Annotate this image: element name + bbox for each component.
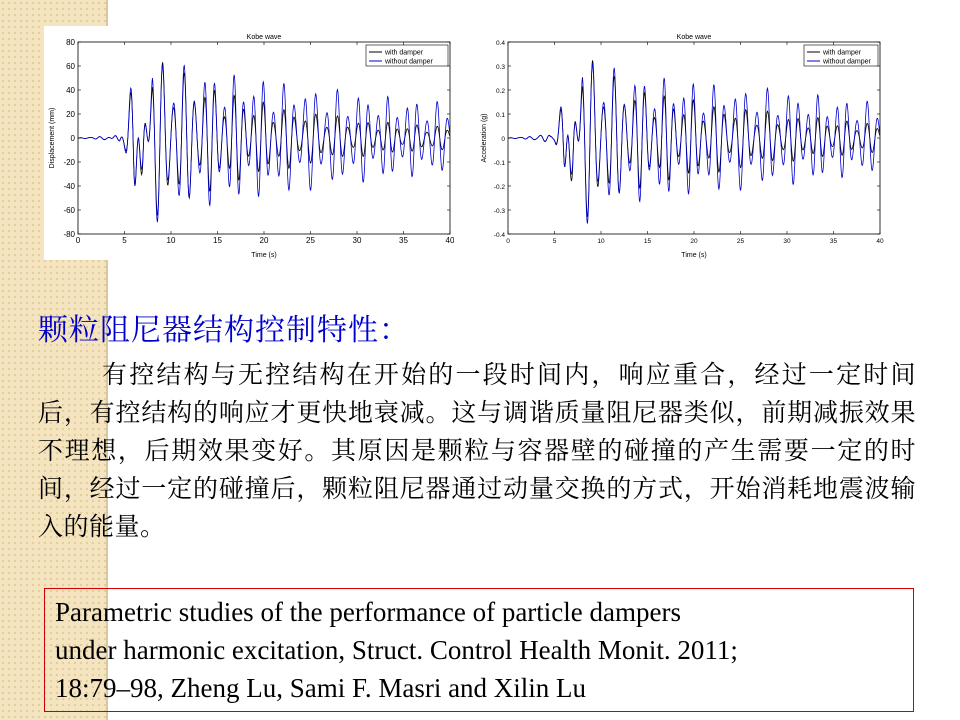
- x-tick-label: 40: [445, 236, 454, 245]
- x-axis-label: Time (s): [681, 252, 707, 259]
- x-tick-label: 15: [643, 238, 652, 245]
- citation-box: [44, 588, 914, 712]
- x-tick-label: 5: [122, 236, 127, 245]
- y-tick-label: 40: [66, 86, 75, 95]
- x-tick-label: 0: [506, 238, 510, 245]
- y-tick-label: -0.1: [493, 160, 505, 167]
- chart-title: Kobe wave: [676, 34, 712, 41]
- citation-line-3: 18:79–98, Zheng Lu, Sami F. Masri and Xilin Lu: [55, 673, 587, 703]
- section-heading: 颗粒阻尼器结构控制特性：: [38, 313, 410, 348]
- displacement-chart: [44, 26, 454, 260]
- x-tick-label: 10: [166, 236, 176, 245]
- x-tick-label: 30: [783, 238, 791, 245]
- legend: [366, 45, 448, 66]
- x-tick-label: 5: [552, 238, 557, 245]
- x-tick-label: 15: [213, 236, 222, 245]
- y-tick-label: -60: [63, 206, 75, 215]
- x-tick-label: 20: [690, 238, 698, 245]
- legend-entry: with damper: [385, 49, 424, 57]
- x-tick-label: 20: [259, 236, 269, 245]
- legend-entry: with damper: [823, 49, 862, 57]
- y-tick-label: 0.4: [495, 40, 505, 47]
- legend-entry: without damper: [385, 58, 433, 66]
- x-tick-label: 10: [597, 238, 605, 245]
- y-tick-label: -0.2: [493, 184, 505, 191]
- y-tick-label: 0: [70, 134, 75, 143]
- displacement-chart-svg: [44, 26, 454, 260]
- x-tick-label: 35: [399, 236, 408, 245]
- acceleration-chart: [478, 26, 884, 260]
- y-tick-label: -40: [63, 182, 75, 191]
- y-tick-label: -0.4: [493, 232, 505, 239]
- citation-line-2: under harmonic excitation, Struct. Control Health Monit. 2011;: [55, 635, 738, 665]
- y-tick-label: -0.3: [493, 208, 505, 215]
- x-axis-label: Time (s): [251, 252, 277, 259]
- y-axis-label: Displacement (mm): [49, 107, 56, 169]
- acceleration-chart-svg: [478, 26, 884, 260]
- legend-entry: without damper: [823, 58, 871, 66]
- y-tick-label: 0.2: [495, 88, 505, 95]
- x-tick-label: 25: [306, 236, 315, 245]
- y-tick-label: 0.3: [495, 64, 505, 71]
- x-tick-label: 25: [736, 238, 745, 245]
- x-tick-label: 30: [352, 236, 362, 245]
- y-tick-label: -80: [63, 230, 75, 239]
- legend: [804, 45, 878, 66]
- y-tick-label: 60: [66, 62, 75, 71]
- x-tick-label: 35: [829, 238, 838, 245]
- y-tick-label: 0: [501, 136, 505, 143]
- y-tick-label: 20: [66, 110, 75, 119]
- y-tick-label: 0.1: [495, 112, 505, 119]
- y-axis-label: Acceleration (g): [481, 113, 488, 163]
- body-paragraph: 有控结构与无控结构在开始的一段时间内，响应重合，经过一定时间后，有控结构的响应才更快地衰减。这与调谐质量阻尼器类似，前期减振效果不理想，后期效果变好。其原因是颗粒与容器壁的碰撞的产生需要一定的时间，经过一定的碰撞后，颗粒阻尼器通过动量交换的方式，开始消耗地震波输入的能量。: [38, 360, 916, 541]
- citation-line-1: Parametric studies of the performance of particle dampers: [55, 597, 681, 627]
- x-tick-label: 0: [75, 236, 81, 245]
- x-tick-label: 40: [876, 238, 884, 245]
- y-tick-label: 80: [66, 38, 75, 47]
- y-tick-label: -20: [63, 158, 75, 167]
- chart-title: Kobe wave: [246, 34, 282, 41]
